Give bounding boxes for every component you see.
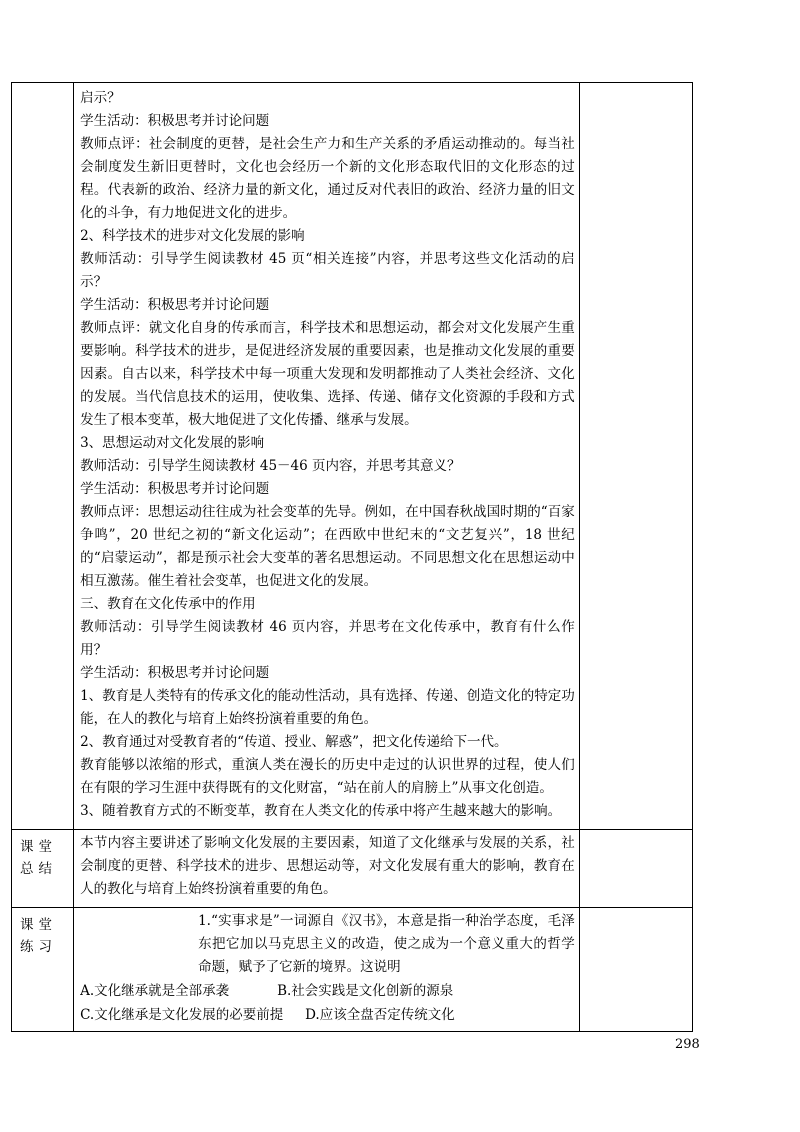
- exercise-row: [12, 908, 693, 1032]
- option-b: B.社会实践是文化创新的源泉: [277, 983, 454, 999]
- section-heading: 2、科学技术的进步对文化发展的影响: [80, 228, 305, 244]
- page-number: 298: [675, 1037, 700, 1052]
- exercise-notes-cell: [579, 908, 692, 1032]
- exercise-label: 课堂练习: [12, 908, 74, 1032]
- content-paragraph: 学生活动：积极思考并讨论问题: [80, 297, 270, 313]
- summary-text: 本节内容主要讲述了影响文化发展的主要因素，知道了文化继承与发展的关系，社会制度的更替、科学技术的进步、思想运动等，对文化发展有重大的影响，教育在人的教化与培育上始终扮演着重要的角色。: [80, 835, 575, 897]
- notes-cell: [579, 83, 692, 830]
- lesson-plan-table: [11, 82, 693, 1032]
- content-paragraph: 3、随着教育方式的不断变革，教育在人类文化的传承中将产生越来越大的影响。: [80, 803, 562, 819]
- content-paragraph: 学生活动：积极思考并讨论问题: [80, 665, 270, 681]
- section-heading: 三、教育在文化传承中的作用: [80, 596, 256, 612]
- content-paragraph: 教育能够以浓缩的形式，重演人类在漫长的历史中走过的认识世界的过程，使人们在有限的学习生涯中获得既有的文化财富，“站在前人的肩膀上”从事文化创造。: [80, 757, 575, 796]
- summary-notes-cell: [579, 830, 692, 908]
- content-paragraph: 教师点评：就文化自身的传承而言，科学技术和思想运动，都会对文化发展产生重要影响。科学技术的进步，是促进经济发展的重要因素，也是推动文化发展的重要因素。自古以来，科学技术中每一项重大发现和发明都推动了人类社会经济、文化的发展。当代信息技术的运用，使收集、选择、传递、储存文化资源的手段和方式发生了根本变革，极大地促进了文化传播、继承与发展。: [80, 320, 575, 428]
- summary-row: [12, 830, 693, 908]
- option-c: C.文化继承是文化发展的必要前提: [80, 1007, 284, 1023]
- content-paragraph: 2、教育通过对受教育者的“传道、授业、解惑”，把文化传递给下一代。: [80, 734, 508, 750]
- content-paragraph: 学生活动：积极思考并讨论问题: [80, 481, 270, 497]
- summary-content-cell: [74, 830, 580, 908]
- content-paragraph: 教师点评：思想运动往往成为社会变革的先导。例如，在中国春秋战国时期的“百家争鸣”，20 世纪之初的“新文化运动”；在西欧中世纪末的“文艺复兴”，18 世纪的“启蒙运动”，都是预示社会大变革的著名思想运动。不同思想文化在思想运动中相互激荡。催生着社会变革，也促进文化的发展。: [80, 504, 575, 589]
- section-heading: 3、思想运动对文化发展的影响: [80, 435, 265, 451]
- content-paragraph: 学生活动：积极思考并讨论问题: [80, 113, 270, 129]
- process-content-cell: [74, 83, 580, 830]
- exercise-content-cell: [74, 908, 580, 1032]
- exercise-options: [80, 979, 575, 1027]
- content-paragraph: 教师活动：引导学生阅读教材 45－46 页内容，并思考其意义？: [80, 458, 461, 474]
- content-paragraph: 启示？: [80, 90, 121, 106]
- exercise-question: 1.“实事求是”一词源自《汉书》，本意是指一种治学态度，毛泽东把它加以马克思主义的改造，使之成为一个意义重大的哲学命题，赋予了它新的境界。这说明: [198, 913, 575, 975]
- process-label-cell: [12, 83, 74, 830]
- summary-label: 课堂总结: [12, 830, 74, 908]
- option-a: A.文化继承就是全部承袭: [80, 983, 230, 999]
- content-paragraph: 教师活动：引导学生阅读教材 45 页“相关连接”内容，并思考这些文化活动的启示？: [80, 251, 575, 290]
- option-d: D.应该全盘否定传统文化: [305, 1007, 455, 1023]
- content-paragraph: 教师点评：社会制度的更替，是社会生产力和生产关系的矛盾运动推动的。每当社会制度发生新旧更替时，文化也会经历一个新的文化形态取代旧的文化形态的过程。代表新的政治、经济力量的新文化，通过反对代表旧的政治、经济力量的旧文化的斗争，有力地促进文化的进步。: [80, 136, 575, 221]
- content-paragraph: 教师活动：引导学生阅读教材 46 页内容，并思考在文化传承中，教育有什么作用？: [80, 619, 575, 658]
- content-paragraph: 1、教育是人类特有的传承文化的能动性活动，具有选择、传递、创造文化的特定功能，在人的教化与培育上始终扮演着重要的角色。: [80, 688, 575, 727]
- process-row: [12, 83, 693, 830]
